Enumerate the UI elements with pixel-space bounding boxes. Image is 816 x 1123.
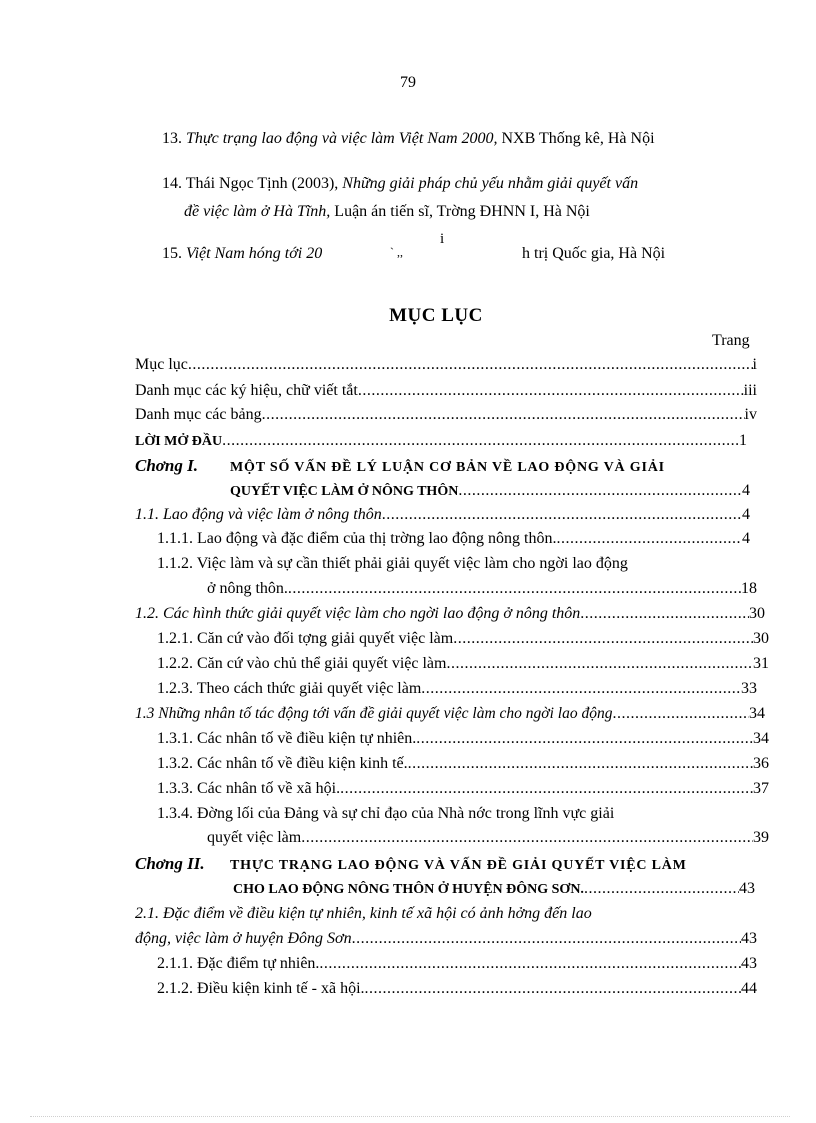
toc-entry-page: 37 — [753, 780, 769, 797]
toc-entry — [233, 880, 755, 898]
leader-dots — [365, 980, 741, 998]
leader-dots — [408, 755, 753, 773]
leader-dots — [319, 955, 741, 973]
toc-entry-label: 1.3.1. Các nhân tố về điều kiện tự nhiên. — [157, 730, 417, 747]
leader-dots — [584, 880, 739, 898]
leader-dots — [352, 930, 741, 948]
reference-14-line2 — [184, 203, 590, 221]
reference-13 — [162, 130, 655, 148]
toc-entry-page: 4 — [742, 482, 750, 499]
toc-entry-label: 1.1.1. Lao động và đặc điểm của thị trờng lao động nông thôn. — [157, 530, 557, 547]
chapter-title-cont: QUYẾT VIỆC LÀM Ở NÔNG THÔN — [230, 484, 459, 499]
toc-entry — [135, 406, 757, 424]
toc-entry — [157, 955, 757, 973]
reference-title: Những giải pháp chủ yếu nhằm giải quyết vấn — [342, 175, 639, 192]
toc-entry-page: 30 — [749, 605, 765, 622]
leader-dots — [557, 530, 743, 548]
leader-dots — [580, 605, 749, 623]
page-number: 79 — [400, 74, 416, 91]
toc-entry-page: 44 — [741, 980, 757, 997]
reference-title-cont: đề việc làm ở Hà Tĩnh, — [184, 203, 331, 220]
toc-entry-page: 18 — [741, 580, 757, 597]
toc-entry-label-cont: động, việc làm ở huyện Đông Sơn — [135, 930, 352, 947]
toc-page-column-label: Trang — [712, 332, 750, 349]
toc-entry — [230, 482, 750, 500]
toc-entry-page: 39 — [753, 829, 769, 846]
reference-15-publisher: h trị Quốc gia, Hà Nội — [522, 245, 666, 262]
toc-entry-label-cont: ở nông thôn. — [207, 580, 288, 597]
toc-entry-page: 1 — [739, 432, 747, 449]
toc-entry-label: Mục lục — [135, 356, 188, 373]
toc-entry-page: iv — [744, 406, 757, 423]
leader-dots — [612, 705, 749, 723]
reference-publisher: NXB Thống kê, Hà Nội — [497, 130, 655, 147]
toc-entry — [157, 630, 769, 648]
toc-entry — [157, 780, 769, 798]
toc-entry-label: 1.3.3. Các nhân tố về xã hội. — [157, 780, 341, 797]
toc-entry-page: 34 — [753, 730, 769, 747]
leader-dots — [188, 356, 753, 374]
toc-entry — [135, 930, 757, 948]
toc-entry — [135, 506, 750, 524]
toc-entry-label: 2.1. Đặc điểm về điều kiện tự nhiên, kinh tế xã hội có ảnh hởng đến lao — [135, 905, 592, 922]
toc-entry-page: 31 — [753, 655, 769, 672]
reference-title: Việt Nam hóng tới 20 — [186, 245, 323, 262]
toc-entry-label: 1.3 Những nhân tố tác động tới vấn đề giải quyết việc làm cho ngời lao động — [135, 705, 613, 722]
toc-entry-label: 1.2.1. Căn cứ vào đối tợng giải quyết việc làm — [157, 630, 454, 647]
chapter-title: MỘT SỐ VẤN ĐỀ LÝ LUẬN CƠ BẢN VỀ LAO ĐỘNG VÀ GIẢI — [230, 460, 665, 475]
leader-dots — [222, 432, 739, 450]
toc-entry-page: 33 — [741, 680, 757, 697]
leader-dots — [382, 506, 742, 524]
leader-dots — [288, 580, 741, 598]
toc-entry — [135, 356, 757, 374]
chapter-title-cont: CHO LAO ĐỘNG NÔNG THÔN Ở HUYỆN ĐÔNG SƠN. — [233, 882, 584, 897]
reference-number: 14. — [162, 175, 182, 192]
toc-entry-label: 2.1.1. Đặc điểm tự nhiên. — [157, 955, 320, 972]
leader-dots — [416, 730, 753, 748]
toc-entry-page: iii — [743, 382, 757, 399]
toc-entry-page: 43 — [739, 880, 755, 897]
toc-entry-page: i — [752, 356, 757, 373]
leader-dots — [262, 406, 745, 424]
toc-entry — [157, 730, 769, 748]
stray-mark-2: ` ,, — [390, 245, 403, 259]
toc-entry-page: 4 — [742, 530, 750, 547]
toc-entry — [207, 829, 769, 847]
toc-entry-label: 1.2.3. Theo cách thức giải quyết việc làm — [157, 680, 422, 697]
toc-entry-label: Danh mục các bảng — [135, 406, 262, 423]
toc-entry-page: 43 — [741, 955, 757, 972]
toc-entry-label: 2.1.2. Điều kiện kinh tế - xã hội. — [157, 980, 365, 997]
toc-entry-page: 34 — [749, 705, 765, 722]
leader-dots — [340, 780, 753, 798]
toc-entry — [207, 580, 757, 598]
leader-dots — [358, 382, 744, 400]
leader-dots — [421, 680, 741, 698]
toc-entry-page: 36 — [753, 755, 769, 772]
toc-entry — [157, 980, 757, 998]
reference-author: Thái Ngọc Tịnh (2003), — [185, 175, 343, 192]
toc-entry-label: 1.2.2. Căn cứ vào chủ thể giải quyết việc làm — [157, 655, 447, 672]
chapter-label: Chơng I. — [135, 456, 198, 475]
toc-entry — [135, 705, 765, 723]
toc-entry-label: Danh mục các ký hiệu, chữ viết tắt — [135, 382, 358, 399]
toc-title: MỤC LỤC — [389, 305, 483, 326]
toc-entry-label: 1.3.4. Đờng lối của Đảng và sự chỉ đạo của Nhà nớc trong lĩnh vực giải — [157, 805, 615, 822]
leader-dots — [446, 655, 753, 673]
toc-entry-label: 1.1. Lao động và việc làm ở nông thôn — [135, 506, 382, 523]
reference-14 — [162, 175, 638, 193]
toc-entry-label: 1.2. Các hình thức giải quyết việc làm cho ngời lao động ở nông thôn — [135, 605, 581, 622]
stray-mark: i — [440, 231, 445, 247]
toc-entry-label: 1.3.2. Các nhân tố về điều kiện kinh tế. — [157, 755, 408, 772]
leader-dots — [301, 829, 753, 847]
page-bottom-rule — [30, 1116, 790, 1117]
toc-entry-label-cont: quyết việc làm — [207, 829, 302, 846]
toc-entry — [157, 680, 757, 698]
toc-entry — [135, 605, 765, 623]
toc-entry — [135, 432, 747, 450]
reference-title: Thực trạng lao động và việc làm Việt Nam 2000, — [186, 130, 498, 147]
toc-entry — [157, 755, 769, 773]
chapter-title: THỰC TRẠNG LAO ĐỘNG VÀ VẤN ĐỀ GIẢI QUYẾT VIỆC LÀM — [230, 858, 687, 873]
reference-publisher: Luận án tiến sĩ, Trờng ĐHNN I, Hà Nội — [330, 203, 590, 220]
chapter-label: Chơng II. — [135, 854, 205, 873]
toc-entry — [157, 530, 750, 548]
toc-entry-label: LỜI MỞ ĐẦU — [135, 434, 223, 449]
leader-dots — [453, 630, 753, 648]
toc-entry — [135, 382, 757, 400]
reference-number: 13. — [162, 130, 182, 147]
leader-dots — [458, 482, 742, 500]
reference-15 — [162, 245, 322, 263]
reference-number: 15. — [162, 245, 182, 262]
toc-entry — [157, 655, 769, 673]
toc-entry-page: 30 — [753, 630, 769, 647]
toc-entry-page: 4 — [742, 506, 750, 523]
toc-entry-label: 1.1.2. Việc làm và sự cần thiết phải giải quyết việc làm cho ngời lao động — [157, 555, 628, 572]
toc-entry-page: 43 — [741, 930, 757, 947]
